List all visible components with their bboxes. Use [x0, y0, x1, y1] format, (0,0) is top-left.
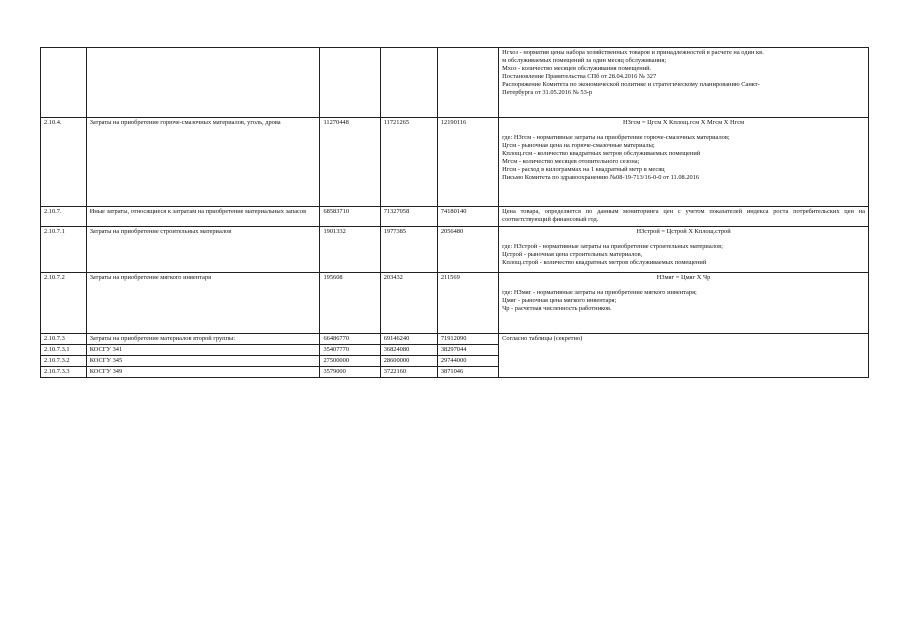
- description-line: Распоряжение Комитета по экономической политике и стратегическому планированию Санкт-: [502, 81, 760, 88]
- row-name: КОСГУ 341: [86, 345, 320, 356]
- description-line: Постановление Правительства СПб от 28.04.2016 № 327: [502, 73, 657, 80]
- row-value-3: 74180140: [437, 207, 498, 227]
- row-value-3: 211569: [437, 273, 498, 334]
- description-line: Письмо Комитета по здравоохранению №08-19-713/16-0-0 от 11.08.2016: [502, 174, 700, 181]
- row-value-2: 28600000: [380, 356, 437, 367]
- row-name: Затраты на приобретение мягкого инвентаря: [86, 273, 320, 334]
- row-value-1: 11270448: [320, 118, 380, 207]
- description-line: м обслуживаемых помещений за один месяц обслуживания;: [502, 57, 667, 64]
- row-value-3: 3871046: [437, 367, 498, 378]
- row-value-1: 68583710: [320, 207, 380, 227]
- table-row: [41, 334, 869, 345]
- description-line: Нгсм - расход в килограммах на 1 квадратный метр в месяц: [502, 166, 665, 173]
- row-value-1: 1901332: [320, 227, 380, 273]
- row-value-3: 2056480: [437, 227, 498, 273]
- row-description: [499, 118, 869, 207]
- document-page: [40, 47, 869, 378]
- description-line: Цстрой - рыночная цена строительных материалов,: [502, 251, 643, 258]
- row-value-2: [380, 48, 437, 118]
- row-number: 2.10.7.3.1: [41, 345, 87, 356]
- row-value-1: 35407770: [320, 345, 380, 356]
- description-line: Кплощ.гсм - количество квадратных метров обслуживаемых помещений: [502, 150, 701, 157]
- row-value-1: [320, 48, 380, 118]
- description-line: Цмяг - рыночная цена мягкого инвентаря;: [502, 297, 617, 304]
- group-description: Согласно таблицы (секретно): [499, 334, 869, 378]
- row-name: [86, 48, 320, 118]
- row-description: [499, 273, 869, 334]
- row-value-2: 1977385: [380, 227, 437, 273]
- row-number: 2.10.4.: [41, 118, 87, 207]
- row-name: Затраты на приобретение горюче-смазочных материалов, уголь, дрова: [86, 118, 320, 207]
- row-value-1: 3579000: [320, 367, 380, 378]
- row-value-2: 69146240: [380, 334, 437, 345]
- row-description: Цена товара, определяется по данным мониторинга цен с учетом показателей индекса роста потребительских цен на соответствующий финансовый год.: [499, 207, 869, 227]
- description-line: где: НЗмяг - нормативные затраты на приобретение мягкого инвентаря;: [502, 289, 697, 296]
- description-line: Кплощ.строй - количество квадратных метров обслуживаемых помещений: [502, 259, 707, 266]
- table-row: [41, 48, 869, 118]
- table-row: [41, 118, 869, 207]
- row-number: 2.10.7.3: [41, 334, 87, 345]
- row-value-3: 38297044: [437, 345, 498, 356]
- row-name: Иные затраты, относящиеся к затратам на приобретение материальных запасов: [86, 207, 320, 227]
- table-row: [41, 207, 869, 227]
- description-line: где: НЗгсм - нормативные затраты на приобретение горюче-смазочных материалов;: [502, 134, 730, 141]
- row-number: 2.10.7.1: [41, 227, 87, 273]
- row-value-3: 12190116: [437, 118, 498, 207]
- description-line: Мгсм - количество месяцев отопительного сезона;: [502, 158, 640, 165]
- formula: НЗмяг = Цмяг Х Чр: [656, 274, 711, 281]
- row-value-1: 66486770: [320, 334, 380, 345]
- row-description: [499, 48, 869, 118]
- description-line: Нгхоз - норматив цены набора хозяйственных товаров и принадлежностей в расчете на один кв.: [502, 49, 764, 56]
- row-number: 2.10.7.2: [41, 273, 87, 334]
- table-row: [41, 273, 869, 334]
- row-value-1: 195608: [320, 273, 380, 334]
- formula: НЗгсм = Цгсм Х Кплощ.гсм Х Мгсм Х Нгсм: [623, 119, 745, 126]
- row-number: [41, 48, 87, 118]
- row-value-2: 71327058: [380, 207, 437, 227]
- row-number: 2.10.7.3.2: [41, 356, 87, 367]
- row-name: КОСГУ 349: [86, 367, 320, 378]
- row-value-2: 11721265: [380, 118, 437, 207]
- row-value-3: 29744000: [437, 356, 498, 367]
- description-line: Петербурга от 31.05.2016 № 53-р: [502, 89, 593, 96]
- row-number: 2.10.7.: [41, 207, 87, 227]
- row-value-1: 27500000: [320, 356, 380, 367]
- row-name: Затраты на приобретение строительных материалов: [86, 227, 320, 273]
- formula: НЗстрой = Цстрой Х Кплощ.строй: [636, 228, 731, 235]
- description-line: Мхоз - количество месяцев обслуживания помещений.: [502, 65, 652, 72]
- description-line: Чр - расчетная численность работников.: [502, 305, 612, 312]
- row-value-3: [437, 48, 498, 118]
- row-value-2: 3722160: [380, 367, 437, 378]
- table-row: [41, 227, 869, 273]
- row-name: КОСГУ 345: [86, 356, 320, 367]
- description-line: Цгсм - рыночная цена на горюче-смазочные материалы;: [502, 142, 655, 149]
- expense-table: [40, 47, 869, 378]
- row-description: [499, 227, 869, 273]
- description-line: где: НЗстрой - нормативные затраты на приобретение строительных материалов;: [502, 243, 723, 250]
- row-value-2: 36824080: [380, 345, 437, 356]
- row-value-2: 203432: [380, 273, 437, 334]
- row-value-3: 71912090: [437, 334, 498, 345]
- row-name: Затраты на приобретение материалов второй группы:: [86, 334, 320, 345]
- row-number: 2.10.7.3.3: [41, 367, 87, 378]
